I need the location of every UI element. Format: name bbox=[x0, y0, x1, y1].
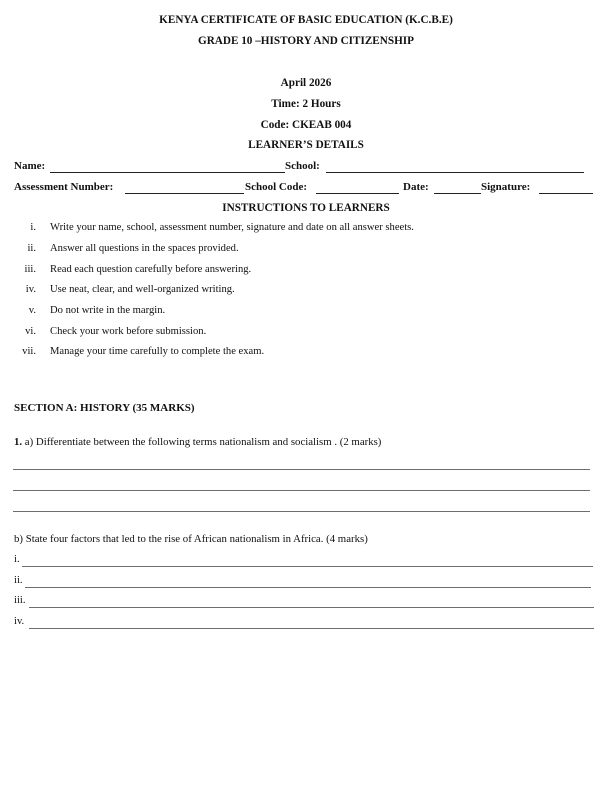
answer-line-1a-3[interactable] bbox=[13, 511, 590, 512]
answer-line-1b-iv[interactable] bbox=[29, 628, 594, 629]
assessment-number-field[interactable] bbox=[125, 193, 244, 194]
school-label: School: bbox=[285, 160, 320, 172]
exam-title: KENYA CERTIFICATE OF BASIC EDUCATION (K.C.B.E) bbox=[159, 14, 453, 26]
instruction-number: vii. bbox=[22, 346, 36, 357]
date-field[interactable] bbox=[434, 193, 481, 194]
instruction-number: ii. bbox=[27, 243, 36, 254]
answer-line-1b-ii[interactable] bbox=[25, 587, 591, 588]
instruction-number: vi. bbox=[25, 326, 36, 337]
instructions-heading: INSTRUCTIONS TO LEARNERS bbox=[222, 202, 390, 214]
instruction-text: Do not write in the margin. bbox=[50, 305, 166, 316]
signature-label: Signature: bbox=[481, 181, 531, 193]
answer-label-1b-ii: ii. bbox=[14, 575, 23, 586]
school-code-label: School Code: bbox=[245, 181, 308, 193]
learner-details-heading: LEARNER’S DETAILS bbox=[248, 139, 364, 151]
assessment-number-label: Assessment Number: bbox=[14, 181, 114, 193]
answer-line-1a-2[interactable] bbox=[13, 490, 590, 491]
instruction-text: Check your work before submission. bbox=[50, 326, 207, 337]
answer-label-1b-i: i. bbox=[14, 554, 20, 565]
exam-code: Code: CKEAB 004 bbox=[260, 119, 352, 131]
instruction-text: Answer all questions in the spaces provided. bbox=[50, 243, 239, 254]
instruction-text: Write your name, school, assessment number, signature and date on all answer sheets. bbox=[50, 222, 414, 233]
signature-field[interactable] bbox=[539, 193, 593, 194]
exam-time: Time: 2 Hours bbox=[271, 98, 341, 110]
date-label: Date: bbox=[403, 181, 429, 193]
instruction-number: iv. bbox=[25, 284, 36, 295]
answer-line-1b-iii[interactable] bbox=[29, 607, 594, 608]
question-number: 1. bbox=[14, 436, 23, 448]
question-1a bbox=[14, 436, 381, 448]
answer-label-1b-iv: iv. bbox=[14, 616, 25, 627]
school-code-field[interactable] bbox=[316, 193, 399, 194]
name-field[interactable] bbox=[50, 172, 285, 173]
answer-line-1a-1[interactable] bbox=[13, 469, 590, 470]
instruction-text: Read each question carefully before answering. bbox=[50, 264, 252, 275]
instruction-number: i. bbox=[30, 222, 36, 233]
section-a-heading: SECTION A: HISTORY (35 MARKS) bbox=[14, 402, 195, 414]
question-1a-text: a) Differentiate between the following terms nationalism and socialism . (2 marks) bbox=[22, 436, 382, 448]
school-field[interactable] bbox=[326, 172, 584, 173]
instruction-number: iii. bbox=[24, 264, 36, 275]
answer-line-1b-i[interactable] bbox=[22, 566, 593, 567]
exam-date: April 2026 bbox=[280, 77, 332, 89]
exam-subtitle: GRADE 10 –HISTORY AND CITIZENSHIP bbox=[198, 35, 414, 47]
instruction-text: Manage your time carefully to complete the exam. bbox=[50, 346, 265, 357]
question-1b-text: b) State four factors that led to the rise of African nationalism in Africa. (4 marks) bbox=[14, 533, 368, 545]
instruction-number: v. bbox=[28, 305, 36, 316]
instruction-text: Use neat, clear, and well-organized writing. bbox=[50, 284, 235, 295]
answer-label-1b-iii: iii. bbox=[14, 595, 26, 606]
name-label: Name: bbox=[14, 160, 46, 172]
